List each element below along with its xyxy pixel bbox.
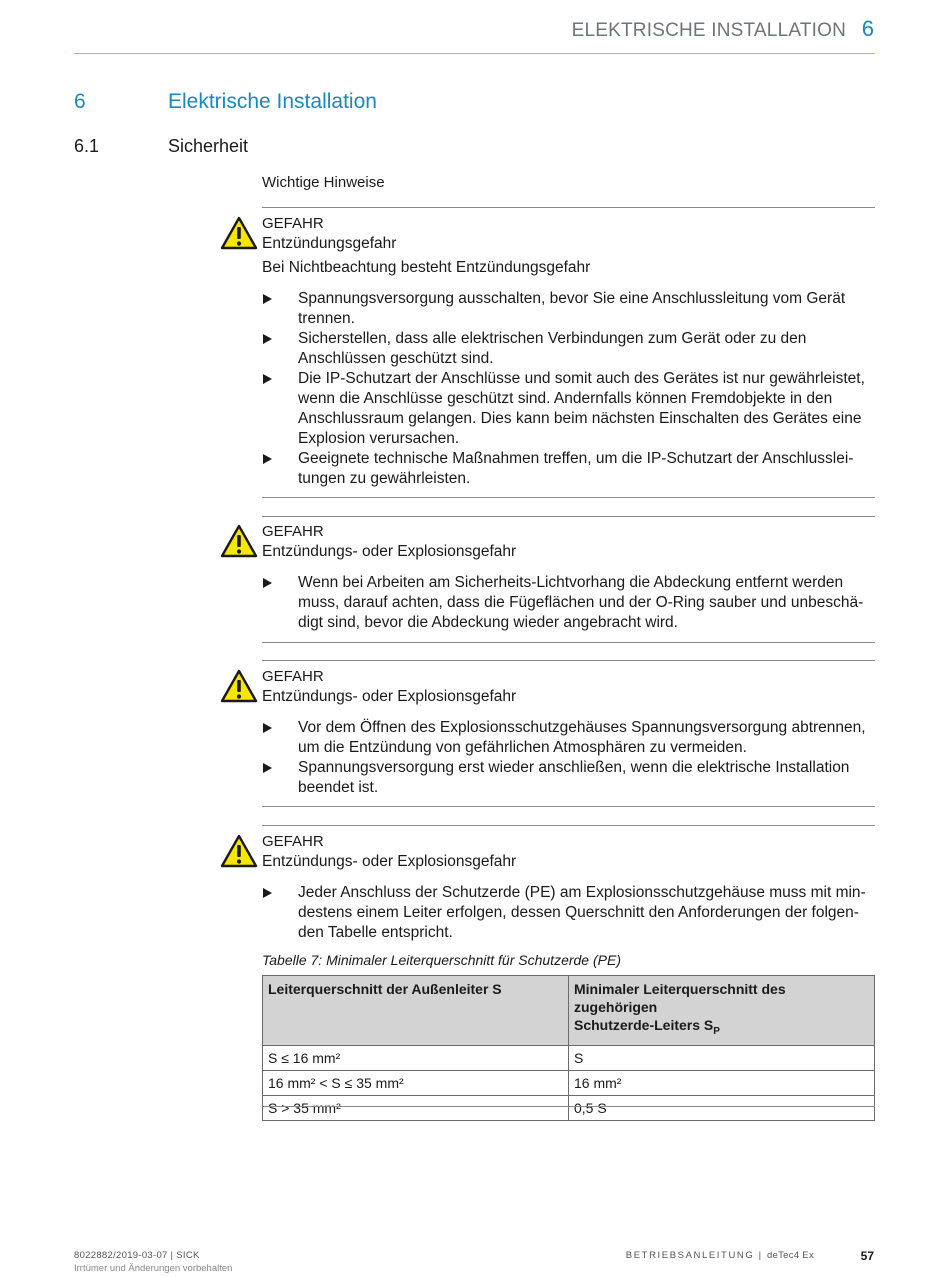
table-cell: S [569,1045,875,1070]
bullet-triangle-icon [263,763,272,773]
warning-bottom-rule [262,806,875,807]
danger-label: GEFAHR [262,833,324,850]
bullet-triangle-icon [263,374,272,384]
section-number: 6.1 [74,136,100,156]
danger-subtitle: Entzündungs- oder Explosionsgefahr [262,688,517,705]
danger-label: GEFAHR [262,215,324,232]
warning-bottom-rule [262,497,875,498]
danger-label: GEFAHR [262,668,324,685]
danger-subtitle: Entzündungsgefahr [262,235,397,252]
list-item: Wenn bei Arbeiten am Sicherheits-Lichtvorhang die Abdeckung entfernt werden muss, darauf achten, dass die Fügeflächen und der O-Ring sauber und unbeschä- digt sind, bevor die Abdeckung wieder angebracht wird. [262,573,875,633]
danger-description: Bei Nichtbeachtung besteht Entzündungsgefahr [262,259,591,276]
warning-triangle-icon [220,834,258,868]
list-item: Jeder Anschluss der Schutzerde (PE) am Explosionsschutzgehäuse muss mit min- destens einem Leiter erfolgen, dessen Querschnitt den Anforderungen der folgen- den Tabelle entspricht. [262,883,875,943]
warning-triangle-icon [220,669,258,703]
table-header-cell: Leiterquerschnitt der Außenleiter S [263,976,569,1046]
table-cell: 0,5 S [569,1095,875,1120]
table-row [263,1095,875,1120]
warning-3-bullet-list [262,718,875,798]
header-divider [74,53,875,54]
bullet-triangle-icon [263,723,272,733]
bullet-triangle-icon [263,334,272,344]
table-row [263,1070,875,1095]
list-item: Vor dem Öffnen des Explosionsschutzgehäuses Spannungsversorgung abtrennen, um die Entzündung von gefährlichen Atmosphären zu vermeiden. [262,718,875,758]
page-number: 57 [860,1249,874,1263]
conductor-cross-section-table [262,975,875,1121]
list-item: Geeignete technische Maßnahmen treffen, um die IP-Schutzart der Anschlusslei- tungen zu gewährleisten. [262,449,875,489]
table-caption: Tabelle 7: Minimaler Leiterquerschnitt für Schutzerde (PE) [262,952,621,968]
bullet-triangle-icon [263,294,272,304]
bullet-triangle-icon [263,454,272,464]
footer-disclaimer: Irrtümer und Änderungen vorbehalten [74,1263,233,1274]
danger-subtitle: Entzündungs- oder Explosionsgefahr [262,853,517,870]
section-title: Sicherheit [168,136,249,156]
warning-top-rule [262,660,875,661]
list-item: Sicherstellen, dass alle elektrischen Verbindungen zum Gerät oder zu den Anschlüssen geschützt sind. [262,329,875,369]
running-header-title: ELEKTRISCHE INSTALLATION [571,20,846,41]
important-notes-label: Wichtige Hinweise [262,174,385,191]
running-header-chapter: 6 [861,16,874,41]
warning-4-bullet-list [262,883,875,943]
warning-bottom-rule [262,642,875,643]
footer-doc-type: BETRIEBSANLEITUNG | deTec4 Ex [625,1250,814,1261]
warning-top-rule [262,825,875,826]
list-item: Spannungsversorgung erst wieder anschließen, wenn die elektrische Installation beendet ist. [262,758,875,798]
table-cell: 16 mm² [569,1070,875,1095]
warning-triangle-icon [220,216,258,250]
table-bottom-rule [262,1106,875,1107]
footer-document-id: 8022882/2019-03-07 | SICK [74,1250,200,1261]
table-cell: S ≤ 16 mm² [263,1045,569,1070]
table-cell: 16 mm² < S ≤ 35 mm² [263,1070,569,1095]
chapter-number: 6 [74,90,86,113]
danger-subtitle: Entzündungs- oder Explosionsgefahr [262,543,517,560]
bullet-triangle-icon [263,888,272,898]
danger-label: GEFAHR [262,523,324,540]
list-item: Die IP-Schutzart der Anschlüsse und somit auch des Gerätes ist nur gewährleistet, wenn die Anschlüsse geschützt sind. Andernfalls können Fremdobjekte in den Anschlussraum gelangen. Dies kann beim nächsten Einschalten des Gerätes eine Explosion verursachen. [262,369,875,449]
bullet-triangle-icon [263,578,272,588]
warning-triangle-icon [220,524,258,558]
warning-2-bullet-list [262,573,875,633]
warning-top-rule [262,516,875,517]
warning-1-bullet-list [262,289,875,489]
table-row [263,1045,875,1070]
table-cell: S > 35 mm² [263,1095,569,1120]
list-item: Spannungsversorgung ausschalten, bevor Sie eine Anschlussleitung vom Gerät trennen. [262,289,875,329]
warning-top-rule [262,207,875,208]
table-header-cell: Minimaler Leiterquerschnitt des zugehörigen Schutzerde-Leiters $S_P$ [569,976,875,1046]
chapter-title: Elektrische Installation [168,90,377,113]
table-header-row [263,976,875,1046]
